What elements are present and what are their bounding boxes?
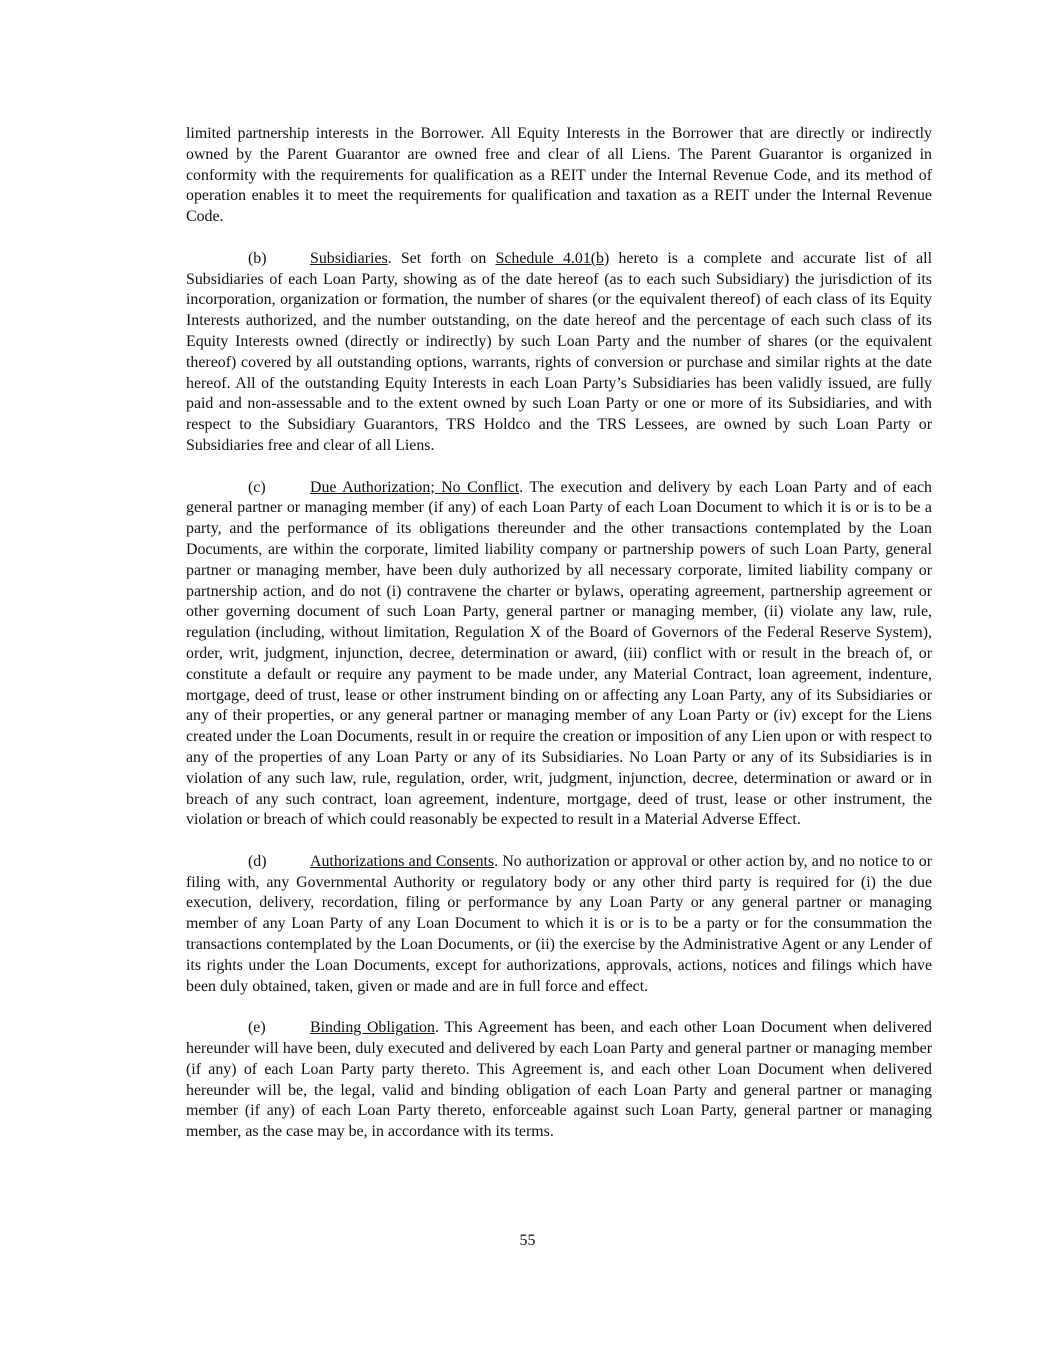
intro-paragraph: limited partnership interests in the Borrower. All Equity Interests in the Borrower that are directly or indirectly owned by the Parent Guarantor are owned free and clear of all Liens. The Parent Guarantor is organized in conformity with the requirements for qualification as a REIT under the Internal Revenue Code, and its method of operation enables it to meet the requirements for qualification and taxation as a REIT under the Internal Revenue Code.	[186, 125, 932, 226]
schedule-reference: Schedule 4.01(b)	[495, 249, 610, 267]
page-number: 55	[519, 1232, 536, 1249]
section-e-heading: Binding Obligation	[310, 1019, 435, 1037]
section-d-text: . No authorization or approval or other action by, and no notice to or filing with, any Governmental Authority or regulatory body or any other third party is required for (i) the due execution, delivery, recordation, filing or performance by any Loan Party or any general partner or managing member of any Loan Party of any Loan Document to which it is or is to be a party or for the consummation the transactions contemplated by the Loan Documents, or (ii) the exercise by the Administrative Agent or any Lender of its rights under the Loan Documents, except for authorizations, approvals, actions, notices and filings which have been duly obtained, taken, given or made and are in full force and effect.	[186, 852, 932, 995]
section-b-heading: Subsidiaries	[310, 249, 388, 267]
section-e-label: (e)	[248, 1019, 266, 1037]
section-b-text: hereto is a complete and accurate list of all Subsidiaries of each Loan Party, showing as of the date hereof (as to each such Subsidiary) the jurisdiction of its incorporation, organization or formation, the number of shares (or the equivalent thereof) of each class of its Equity Interests authorized, and the number outstanding, on the date hereof and the percentage of each such class of its Equity Interests owned (directly or indirectly) by such Loan Party and the number of shares (or the equivalent thereof) covered by all outstanding options, warrants, rights of conversion or purchase and similar rights at the date hereof. All of the outstanding Equity Interests in each Loan Party’s Subsidiaries has been validly issued, are fully paid and non-assessable and to the extent owned by such Loan Party or one or more of its Subsidiaries, and with respect to the Subsidiary Guarantors, TRS Holdco and the TRS Lessees, are owned by such Loan Party or Subsidiaries free and clear of all Liens.	[186, 249, 933, 454]
section-c-text: . The execution and delivery by each Loan Party and of each general partner or managing member (if any) of each Loan Party of each Loan Document to which it is or is to be a party, and the performance of its obligations thereunder and the other transactions contemplated by the Loan Documents, are within the corporate, limited liability company or partnership powers of such Loan Party, general partner or managing member, have been duly authorized by all necessary corporate, limited liability company or partnership action, and do not (i) contravene the charter or bylaws, operating agreement, partnership agreement or other governing document of such Loan Party, general partner or managing member, (ii) violate any law, rule, regulation (including, without limitation, Regulation X of the Board of Governors of the Federal Reserve System), order, writ, judgment, injunction, decree, determination or award, (iii) conflict with or result in the breach of, or constitute a default or require any payment to be made under, any Material Contract, loan agreement, indenture, mortgage, deed of trust, lease or other instrument binding on or affecting any Loan Party, any of its Subsidiaries or any of their properties, or any general partner or managing member of any Loan Party or (iv) except for the Liens created under the Loan Documents, result in or require the creation or imposition of any Lien upon or with respect to any of the properties of any Loan Party or any of its Subsidiaries. No Loan Party or any of its Subsidiaries is in violation of any such law, rule, regulation, order, writ, judgment, injunction, decree, determination or award or in breach of any such contract, loan agreement, indenture, mortgage, deed of trust, lease or other instrument, the violation or breach of which could reasonably be expected to result in a Material Adverse Effect.	[186, 478, 932, 829]
section-d-label: (d)	[248, 852, 267, 870]
section-c-label: (c)	[248, 478, 266, 496]
section-c-paragraph	[186, 478, 932, 832]
section-b-label: (b)	[248, 249, 267, 267]
section-b-text-before-ref: . Set forth on	[387, 249, 496, 267]
section-d-heading: Authorizations and Consents	[310, 852, 495, 870]
section-d-paragraph	[186, 852, 932, 998]
document-page	[186, 124, 932, 1143]
section-c-heading: Due Authorization; No Conflict	[310, 478, 520, 496]
section-e-paragraph	[186, 1018, 932, 1143]
section-e-text: . This Agreement has been, and each other Loan Document when delivered hereunder will have been, duly executed and delivered by each Loan Party and general partner or managing member (if any) of each Loan Party party thereto. This Agreement is, and each other Loan Document when delivered hereunder will be, the legal, valid and binding obligation of each Loan Party and general partner or managing member (if any) of each Loan Party thereto, enforceable against such Loan Party, general partner or managing member, as the case may be, in accordance with its terms.	[186, 1019, 932, 1141]
section-b-paragraph	[186, 249, 932, 457]
